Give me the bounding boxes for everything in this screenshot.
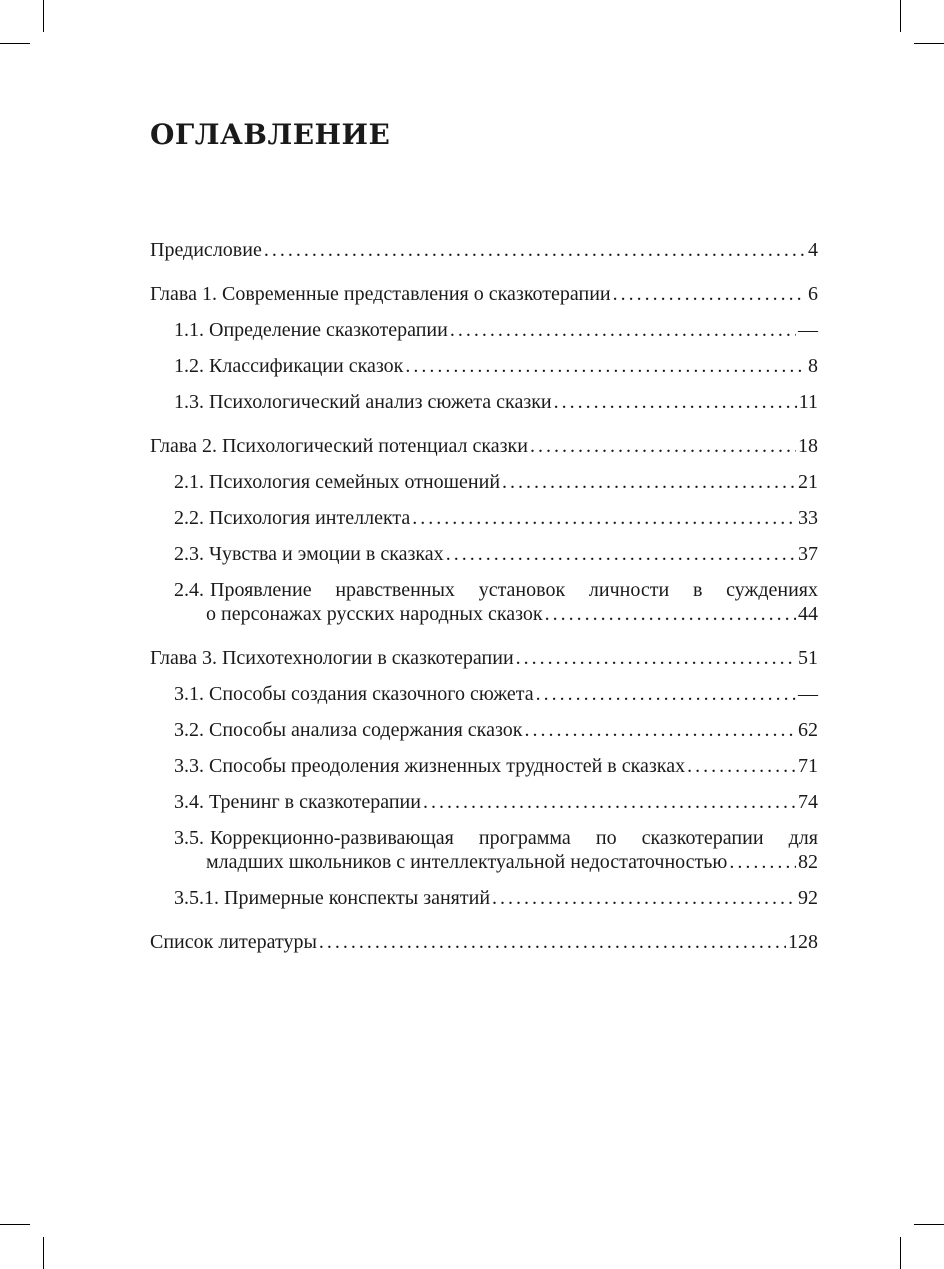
crop-mark-bottom-right — [900, 1237, 901, 1269]
toc-entry-label: 2.3. Чувства и эмоции в сказках — [174, 543, 444, 565]
dot-leader — [530, 434, 796, 458]
toc-entry-label: 1.3. Психологический анализ сюжета сказки — [174, 391, 552, 413]
toc-entry-page: 11 — [798, 391, 818, 413]
toc-entry-number: 3.5. — [174, 827, 204, 849]
toc-entry-page: 51 — [798, 647, 818, 669]
dot-leader — [319, 930, 786, 954]
toc-entry-label: 3.4. Тренинг в сказкотерапии — [174, 791, 421, 813]
toc-entry-label: 3.2. Способы анализа содержания сказок — [174, 719, 523, 741]
toc-entry-page: 37 — [798, 543, 818, 565]
toc-entry-page: 128 — [788, 931, 818, 953]
toc-entry-page: 8 — [808, 355, 818, 377]
dot-leader — [516, 646, 796, 670]
crop-mark-left-top — [0, 43, 30, 44]
dot-leader — [405, 354, 806, 378]
toc-entry-page: — — [798, 683, 818, 705]
toc-entry-label: 2.1. Психология семейных отношений — [174, 471, 501, 493]
toc-entry-2-3[interactable] — [150, 542, 818, 566]
toc-entry-label: Глава 1. Современные представления о сказкотерапии — [150, 283, 611, 305]
toc-entry-page: — — [798, 319, 818, 341]
toc-entry-bibliography[interactable] — [150, 930, 818, 954]
toc-entry-1-3[interactable] — [150, 390, 818, 414]
toc-entry-page: 92 — [798, 887, 818, 909]
toc-entry-label: 3.3. Способы преодоления жизненных трудностей в сказках — [174, 755, 686, 777]
dot-leader — [264, 238, 806, 262]
toc-entry-3-3[interactable] — [150, 754, 818, 778]
toc-entry-page: 21 — [798, 471, 818, 493]
toc-entry-2-1[interactable] — [150, 470, 818, 494]
dot-leader — [613, 282, 806, 306]
toc-entry-page: 18 — [798, 435, 818, 457]
toc-entry-number: 2.4. — [174, 579, 204, 601]
toc-entry-2-2[interactable] — [150, 506, 818, 530]
toc-entry-label: Глава 3. Психотехнологии в сказкотерапии — [150, 647, 514, 669]
toc-entry-label: Глава 2. Психологический потенциал сказки — [150, 435, 528, 457]
toc-entry-page: 71 — [798, 755, 818, 777]
dot-leader — [492, 886, 796, 910]
toc-entry-label: 3.1. Способы создания сказочного сюжета — [174, 683, 534, 705]
toc-entry-label: 1.2. Классификации сказок — [174, 355, 404, 377]
toc-entry-3-1[interactable] — [150, 682, 818, 706]
dot-leader — [423, 790, 796, 814]
toc-entry-line-2 — [174, 850, 818, 874]
dot-leader — [545, 602, 796, 626]
crop-mark-left-bottom — [0, 1224, 30, 1225]
dot-leader — [536, 682, 796, 706]
dot-leader — [412, 506, 796, 530]
toc-entry-chapter-2[interactable] — [150, 434, 818, 458]
toc-entry-1-2[interactable] — [150, 354, 818, 378]
dot-leader — [450, 318, 796, 342]
dot-leader — [687, 754, 796, 778]
crop-mark-top-left — [43, 0, 44, 32]
dot-leader — [446, 542, 796, 566]
toc-entry-page: 62 — [798, 719, 818, 741]
toc-entry-chapter-3[interactable] — [150, 646, 818, 670]
toc-entry-1-1[interactable] — [150, 318, 818, 342]
dot-leader — [554, 390, 797, 414]
toc-entry-2-4[interactable] — [150, 578, 818, 626]
toc-entry-label: Предисловие — [150, 239, 262, 261]
toc-entry-3-4[interactable] — [150, 790, 818, 814]
dot-leader — [502, 470, 796, 494]
toc-page — [150, 118, 818, 966]
toc-entry-label-continued: младших школьников с интеллектуальной недостаточностью — [206, 851, 728, 873]
page-title: ОГЛАВЛЕНИЕ — [150, 118, 391, 151]
crop-mark-right-bottom — [914, 1224, 944, 1225]
toc-entry-label: 1.1. Определение сказкотерапии — [174, 319, 448, 341]
table-of-contents — [150, 238, 818, 954]
toc-entry-3-5[interactable] — [150, 826, 818, 874]
toc-entry-label: 3.5.1. Примерные конспекты занятий — [174, 887, 491, 909]
crop-mark-bottom-left — [43, 1237, 44, 1269]
toc-entry-page: 74 — [798, 791, 818, 813]
toc-entry-label: Список литературы — [150, 931, 317, 953]
toc-entry-label: Проявление нравственных установок личности в суждениях — [210, 579, 818, 601]
dot-leader — [729, 850, 796, 874]
crop-mark-right-top — [914, 43, 944, 44]
toc-entry-page: 4 — [808, 239, 818, 261]
toc-entry-3-2[interactable] — [150, 718, 818, 742]
toc-entry-label: 2.2. Психология интеллекта — [174, 507, 411, 529]
toc-entry-preface[interactable] — [150, 238, 818, 262]
toc-entry-page: 44 — [798, 603, 818, 625]
toc-entry-line-1 — [174, 826, 818, 850]
toc-entry-page: 82 — [798, 851, 818, 873]
toc-entry-line-1 — [174, 578, 818, 602]
toc-entry-label: Коррекционно-развивающая программа по сказкотерапии для — [210, 827, 818, 849]
toc-entry-page: 6 — [808, 283, 818, 305]
toc-entry-page: 33 — [798, 507, 818, 529]
toc-entry-chapter-1[interactable] — [150, 282, 818, 306]
toc-entry-line-2 — [174, 602, 818, 626]
toc-entry-label-continued: о персонажах русских народных сказок — [206, 603, 543, 625]
crop-mark-top-right — [900, 0, 901, 32]
dot-leader — [524, 718, 796, 742]
toc-entry-3-5-1[interactable] — [150, 886, 818, 910]
